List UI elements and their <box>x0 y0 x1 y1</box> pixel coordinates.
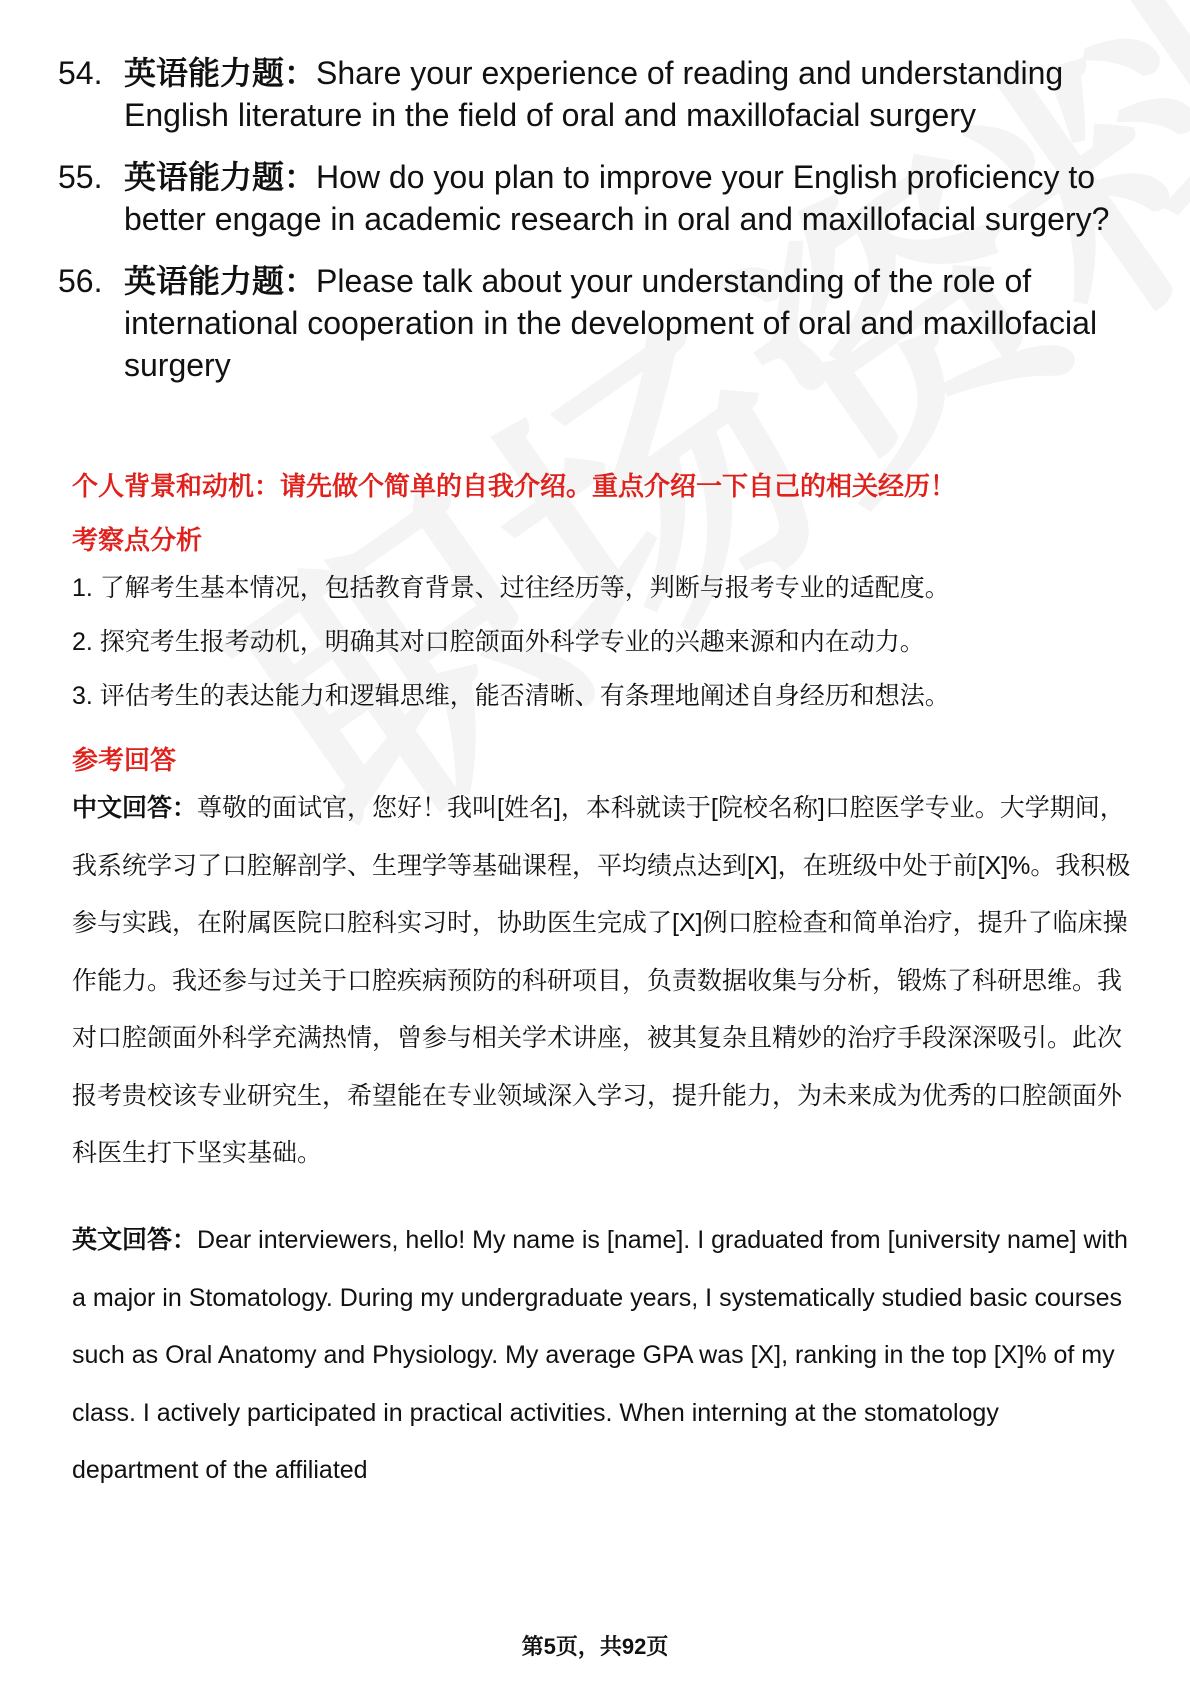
chinese-answer-text: 尊敬的面试官，您好！我叫[姓名]，本科就读于[院校名称]口腔医学专业。大学期间，我系统学习了口腔解剖学、生理学等基础课程，平均绩点达到[X]，在班级中处于前[X]%。我积极参与实践，在附属医院口腔科实习时，协助医生完成了[X]例口腔检查和简单治疗，提升了临床操作能力。我还参与过关于口腔疾病预防的科研项目，负责数据收集与分析，锻炼了科研思维。我对口腔颌面外科学充满热情，曾参与相关学术讲座，被其复杂且精妙的治疗手段深深吸引。此次报考贵校该专业研究生，希望能在专业领域深入学习，提升能力，为未来成为优秀的口腔颌面外科医生打下坚实基础。 <box>72 794 1131 1167</box>
english-answer-text: Dear interviewers, hello! My name is [name]. I graduated from [university name] with a major in Stomatology. During my undergraduate years, I systematically studied basic courses such as Oral Anatomy and Physiology. My average GPA was [X], ranking in the top [X]% of my class. I actively participated in practical activities. When interning at the stomatology department of the affiliated <box>72 1226 1128 1484</box>
question-text: Share your experience of reading and understanding English literature in the field of oral and maxillofacial surgery <box>124 55 1064 133</box>
chinese-answer <box>72 780 1132 1183</box>
question-text: Please talk about your understanding of the role of international cooperation in the development of oral and maxillofacial surgery <box>124 263 1098 383</box>
question-list <box>58 52 1138 406</box>
question-label: 英语能力题： <box>124 263 317 299</box>
analysis-point: 2. 探究考生报考动机，明确其对口腔颌面外科学专业的兴趣来源和内在动力。 <box>72 628 925 656</box>
question-item <box>58 52 1138 136</box>
question-number: 56. <box>58 263 103 299</box>
question-item <box>58 260 1138 386</box>
analysis-point: 1. 了解考生基本情况，包括教育背景、过往经历等，判断与报考专业的适配度。 <box>72 574 950 602</box>
english-answer-label: 英文回答： <box>72 1226 198 1254</box>
english-answer <box>72 1212 1132 1500</box>
answer-heading: 参考回答 <box>72 745 177 775</box>
section-title: 个人背景和动机：请先做个简单的自我介绍。重点介绍一下自己的相关经历！ <box>72 471 957 501</box>
question-body <box>124 156 1138 240</box>
question-number: 55. <box>58 159 103 195</box>
question-item <box>58 156 1138 240</box>
question-label: 英语能力题： <box>124 159 317 195</box>
question-number: 54. <box>58 55 103 91</box>
question-label: 英语能力题： <box>124 55 317 91</box>
page-footer: 第5页，共92页 <box>521 1634 669 1659</box>
question-text: How do you plan to improve your English proficiency to better engage in academic research in oral and maxillofacial surgery? <box>124 159 1110 237</box>
question-body <box>124 52 1138 136</box>
chinese-answer-label: 中文回答： <box>72 794 198 822</box>
analysis-heading: 考察点分析 <box>72 525 203 555</box>
analysis-point: 3. 评估考生的表达能力和逻辑思维，能否清晰、有条理地阐述自身经历和想法。 <box>72 682 950 710</box>
question-body <box>124 260 1138 386</box>
